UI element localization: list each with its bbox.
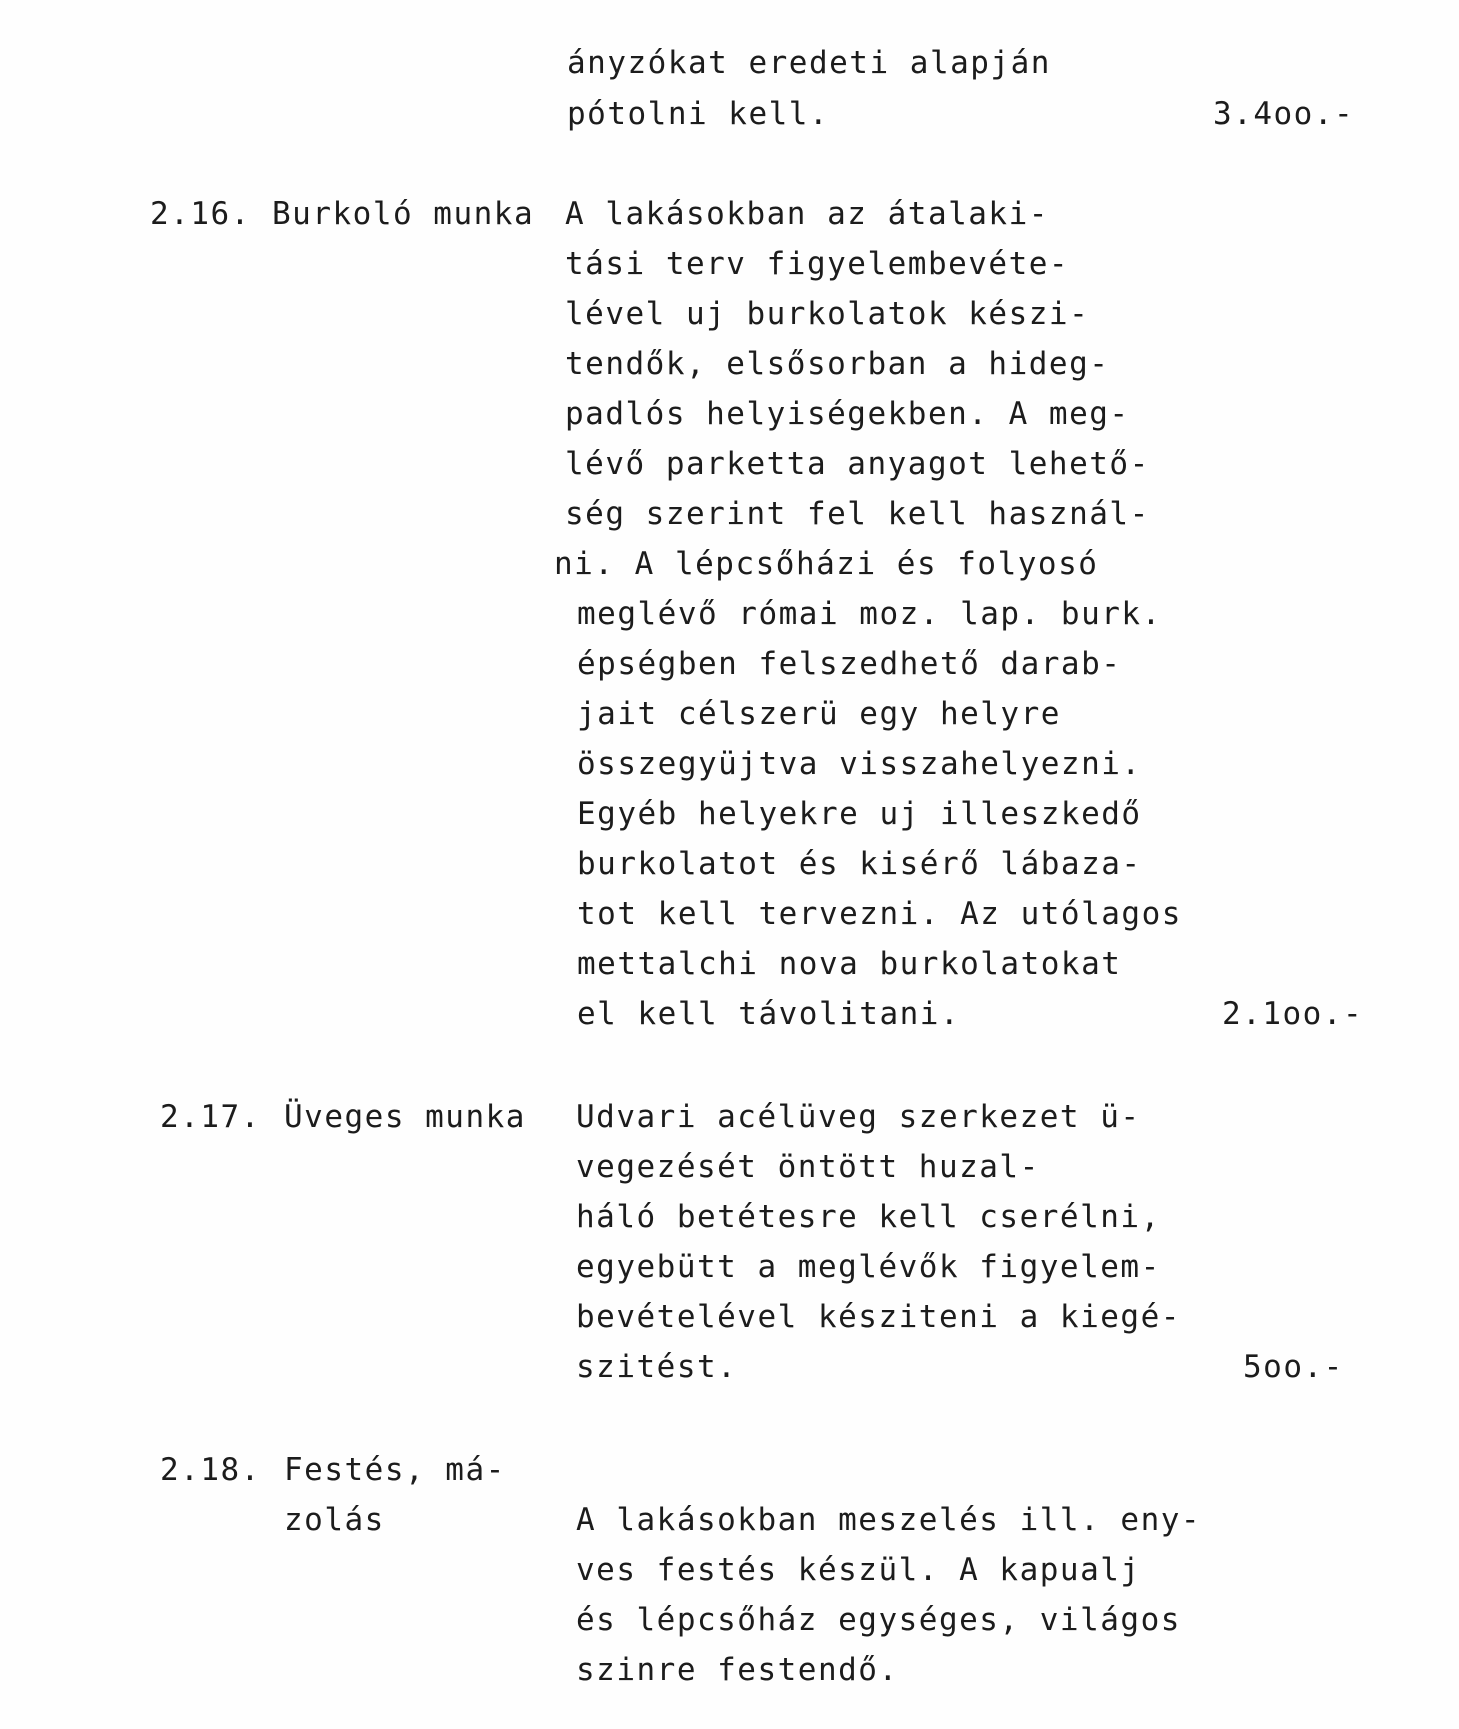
text-line: háló betétesre kell cserélni, xyxy=(576,1199,1161,1235)
text-line: A lakásokban az átalaki- xyxy=(565,196,1049,232)
cost-amount: 2.1oo.- xyxy=(1222,996,1364,1032)
text-line: ség szerint fel kell használ- xyxy=(565,496,1150,532)
text-line: ves festés készül. A kapualj xyxy=(576,1552,1141,1588)
text-line: el kell távolitani. xyxy=(577,996,961,1032)
text-line: ányzókat eredeti alapján xyxy=(567,45,1051,81)
text-line: tási terv figyelembevéte- xyxy=(565,246,1070,282)
text-line: összegyüjtva visszahelyezni. xyxy=(577,746,1142,782)
item-title: zolás xyxy=(284,1502,385,1538)
text-line: épségben felszedhető darab- xyxy=(577,646,1122,682)
item-number: 2.18. xyxy=(160,1452,261,1488)
text-line: mettalchi nova burkolatokat xyxy=(577,946,1122,982)
item-title: Burkoló munka xyxy=(272,196,535,232)
text-line: vegezését öntött huzal- xyxy=(576,1149,1040,1185)
text-line: Udvari acélüveg szerkezet ü- xyxy=(576,1099,1141,1135)
text-line: szitést. xyxy=(576,1349,738,1385)
text-line: burkolatot és kisérő lábaza- xyxy=(577,846,1142,882)
text-line: Egyéb helyekre uj illeszkedő xyxy=(577,796,1142,832)
text-line: egyebütt a meglévők figyelem- xyxy=(576,1249,1161,1285)
text-line: meglévő római moz. lap. burk. xyxy=(577,596,1162,632)
text-line: bevételével késziteni a kiegé- xyxy=(576,1299,1181,1335)
text-line: tot kell tervezni. Az utólagos xyxy=(577,896,1182,932)
text-line: pótolni kell. xyxy=(567,96,830,132)
cost-amount: 5oo.- xyxy=(1243,1349,1344,1385)
text-line: padlós helyiségekben. A meg- xyxy=(565,396,1130,432)
text-line: lévő parketta anyagot lehető- xyxy=(565,446,1150,482)
text-line: jait célszerü egy helyre xyxy=(577,696,1061,732)
item-title: Festés, má- xyxy=(284,1452,506,1488)
text-line: és lépcsőház egységes, világos xyxy=(576,1602,1181,1638)
item-title: Üveges munka xyxy=(284,1099,526,1135)
text-line: ni. A lépcsőházi és folyosó xyxy=(554,546,1099,582)
text-line: szinre festendő. xyxy=(576,1652,899,1688)
item-number: 2.16. xyxy=(150,196,251,232)
text-line: tendők, elsősorban a hideg- xyxy=(565,346,1110,382)
cost-amount: 3.4oo.- xyxy=(1213,96,1355,132)
text-line: A lakásokban meszelés ill. eny- xyxy=(576,1502,1202,1538)
text-line: lével uj burkolatok készi- xyxy=(565,296,1090,332)
item-number: 2.17. xyxy=(160,1099,261,1135)
